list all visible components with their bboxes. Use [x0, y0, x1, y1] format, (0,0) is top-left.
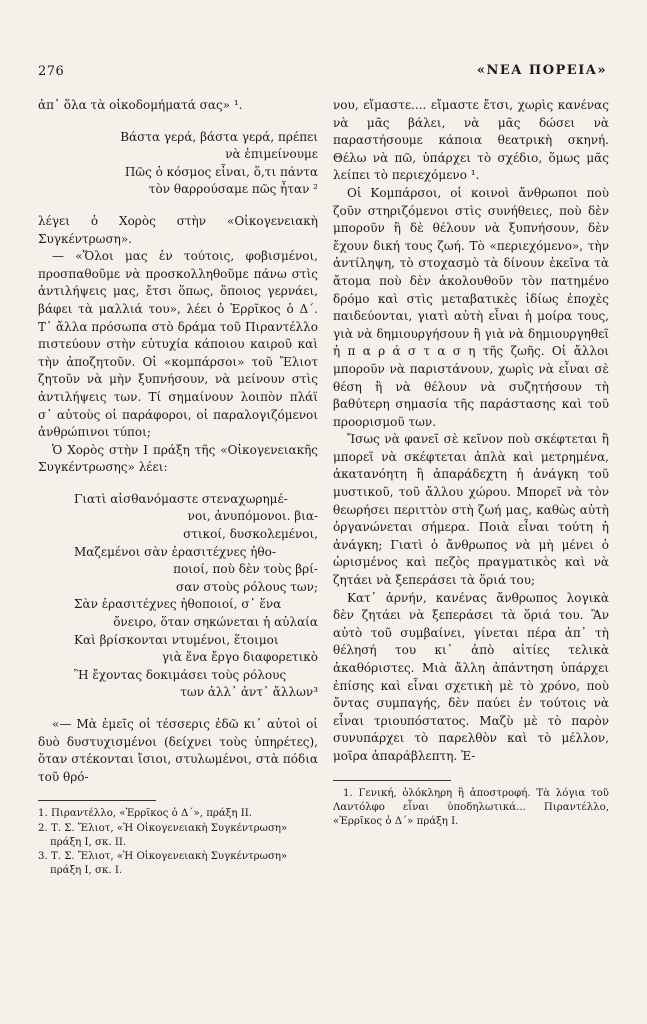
paragraph: Κατ᾽ ἀρνήν, κανένας ἄνθρωπος λογικὰ δὲν ζητάει νὰ ξεπεράσει τὰ ὅριά του. Ἂν αὐτὸ τοῦ συμβαίνει, γίνεται πέρα ἀπ᾽ τὴ θέλησή του κι᾽ ἀπὸ αἰτίες τελικὰ ἀκαθόριστες. Μιὰ ἄλλη ἀπάντηση ὑπάρχει ἐπίσης καὶ εἶναι σχετικὴ μὲ τὸ χρόνο, ποὺ ὄντας συμπαγής, δὲν παύει ἐν τούτοις νὰ εἶναι τριουπόστατος. Μαζὺ μὲ τὸ παρὸν συνυπάρχει τὸ παρελθὸν καὶ τὸ μέλλον, μοῖρα ἀπαράβλεπτη. Ἐ- — [333, 590, 609, 763]
footnote: 3. Τ. Σ. Ἔλιοτ, «Ἡ Οἰκογενειακὴ Συγκέντρωση» πράξη Ι, σκ. Ι. — [38, 850, 288, 877]
verse-line: νὰ ἐπιμείνουμε — [225, 147, 318, 162]
verse-line: ποιοί, ποὺ δὲν τοὺς βρί- — [173, 562, 318, 577]
verse-line: Βάστα γερά, βάστα γερά, πρέπει — [120, 129, 318, 144]
verse-line: των ἀλλ᾽ ἀντ᾽ ἄλλων³ — [180, 685, 318, 700]
paragraph: Ὁ Χορὸς στὴν Ι πράξη τῆς «Οἰκογενειακῆς Συγκέντρωσης» λέει: — [38, 442, 318, 475]
verse-line: Σὰν ἐρασιτέχνες ἠθοποιοί, σ᾽ ἕνα — [74, 597, 282, 612]
right-column — [333, 97, 609, 829]
verse-line: Ἢ ἔχοντας δοκιμάσει τοὺς ρόλους — [74, 667, 287, 682]
footnote: 1. Γενική, ὁλόκληρη ἢ ἀποστροφή. Τὰ λόγια τοῦ Λαντόλφο εἶναι ὑποδηλωτικά... Πιραντέλλο, «Ἐρρῖκος ὁ Δ΄» πράξη Ι. — [333, 787, 609, 827]
footnote-rule — [38, 800, 156, 801]
left-column — [38, 97, 318, 878]
verse-line: Γιατὶ αἰσθανόμαστε στεναχωρημέ- — [74, 491, 288, 506]
paragraph: νου, εἴμαστε.... εἴμαστε ἔτσι, χωρὶς κανένας νὰ μᾶς βάλει, νὰ μᾶς δώσει νὰ παραστήσουμε κάποια θεατρικὴ σκηνή. Θέλω νὰ πῶ, ὑπάρχει τὸ σχέδιο, ὅμως μᾶς λείπει τὸ περιεχόμενο ¹. — [333, 98, 609, 183]
verse-line: ὄνειρο, ὅταν σηκώνεται ἡ αὐλαία — [113, 615, 318, 630]
verse-quotation — [38, 491, 318, 702]
paragraph: — «Ὅλοι μας ἐν τούτοις, φοβισμένοι, προσπαθοῦμε νὰ προσκολληθοῦμε πάνω στὶς ἀντιλήψεις μας, ἔτσι ὅπως, ὅποιος γερνάει, βάφει τὰ μαλλιά του», λέει ὁ Ἐρρῖκος ὁ Δ΄. Τ᾽ ἄλλα πρόσωπα στὸ δράμα τοῦ Πιραντέλλο πιστεύουν στὴν εὐτυχία κάποιου καιροῦ καὶ τὴν ἀποζητοῦν. Οἱ «κομπάρσοι» τοῦ Ἔλιοτ ζητοῦν νὰ μὴν ξυπνήσουν, νὰ μείνουν στὶς ἀντιλήψεις των. Τί σημαίνουν λοιπὸν πλάϊ σ᾽ αὐτοὺς οἱ παράφοροι, οἱ παραλογιζόμενοι ἀνθρώπινοι τύποι; — [38, 249, 318, 440]
verse-line: τὸν θαρρούσαμε πῶς ἦταν ² — [148, 182, 318, 197]
verse-quotation — [38, 129, 318, 199]
verse-line: Καὶ βρίσκονται ντυμένοι, ἕτοιμοι — [74, 632, 279, 647]
footnote: 2. Τ. Σ. Ἔλιοτ, «Ἡ Οἰκογενειακὴ Συγκέντρωση» πράξη Ι, σκ. ΙΙ. — [38, 822, 288, 848]
footnote: 1. Πιραντέλλο, «Ἐρρῖκος ὁ Δ΄», πράξη ΙΙ. — [38, 808, 253, 820]
verse-line: Μαζεμένοι σὰν ἐρασιτέχνες ἠθο- — [74, 544, 276, 559]
verse-line: σαν στοὺς ρόλους των; — [176, 579, 318, 594]
footnote-rule — [333, 780, 451, 781]
paragraph: «— Μὰ ἐμεῖς οἱ τέσσερις ἐδῶ κι᾽ αὐτοὶ οἱ δυὸ δυστυχισμένοι (δείχνει τοὺς ὑπηρέτες), ὅταν στέκονται ἴσιοι, στυλωμένοι, στὰ πόδια τοῦ θρό- — [38, 717, 318, 784]
verse-line: στικοί, δυσκολεμένοι, — [183, 527, 318, 542]
paragraph: Ἴσως νὰ φανεῖ σὲ κεῖνον ποὺ σκέφτεται ἢ μπορεῖ νὰ σκέφτεται ἁπλὰ καὶ μετρημένα, ἀκατανόητη ἢ ἀπαράδεχτη ἡ ἀνάγκη τοῦ μυστικοῦ, τοῦ ἄλλου χώρου. Μπορεῖ νὰ τὸν θεωρήσει περιττὸν στὴ ζωή μας, καθὼς αὐτὴ ὀργανώνεται σήμερα. Ποιὰ εἶναι τούτη ἡ ἀνάγκη; Γιατὶ ὁ ἄνθρωπος νὰ μὴ μένει ὁ ὡρισμένος καὶ πεζὸς πραγματικὸς καὶ νὰ ζητάει νὰ ξεπεράσει τὰ ὅριά του; — [333, 432, 609, 588]
verse-line: Πῶς ὁ κόσμος εἶναι, ὅ,τι πάντα — [124, 164, 318, 179]
verse-line: νοι, ἀνυπόμονοι. βια- — [187, 509, 318, 524]
running-header-title: «ΝΕΑ ΠΟΡΕΙΑ» — [476, 63, 607, 78]
paragraph: λέγει ὁ Χορὸς στὴν «Οἰκογενειακὴ Συγκέντρωση». — [38, 213, 318, 246]
paragraph: ἀπ᾽ ὅλα τὰ οἰκοδομήματά σας» ¹. — [38, 98, 243, 112]
paragraph: Οἱ Κομπάρσοι, οἱ κοινοὶ ἄνθρωποι ποὺ ζοῦν στηριζόμενοι στὶς συνήθειες, ποὺ δὲν μποροῦν ἢ δὲ θέλουν νὰ ξυπνήσουν, δὲν ἔχουν δική τους ζωή. Τὸ «περιεχόμενο», τὴν ἀντίληψη, τὸ στοχασμὸ τὰ δίνουν ἐκεῖνα τὰ ἄτομα ποὺ δὲν ἀκολουθοῦν τὸν πατημένο δρόμο καὶ στὶς μεταβατικὲς ἰδίως ἐποχὲς παιδεύονται, γιατὶ αὐτὴ εἶναι ἡ μοίρα τους, γιὰ νὰ δημιουργήσουν ἢ γιὰ νὰ δημιουργηθεῖ ἡ π α ρ ά σ τ α σ η τῆς ζωῆς. Οἱ ἄλλοι μποροῦν νὰ παριστάνουν, χωρὶς νὰ εἶναι σὲ θέση ἢ νὰ θέλουν νὰ συζητήσουν τὴ βαθύτερη σημασία τῆς παράστασης καὶ τοῦ προορισμοῦ των. — [333, 185, 609, 429]
verse-line: γιὰ ἕνα ἔργο διαφορετικὸ — [161, 650, 318, 665]
page-number: 276 — [38, 64, 65, 79]
